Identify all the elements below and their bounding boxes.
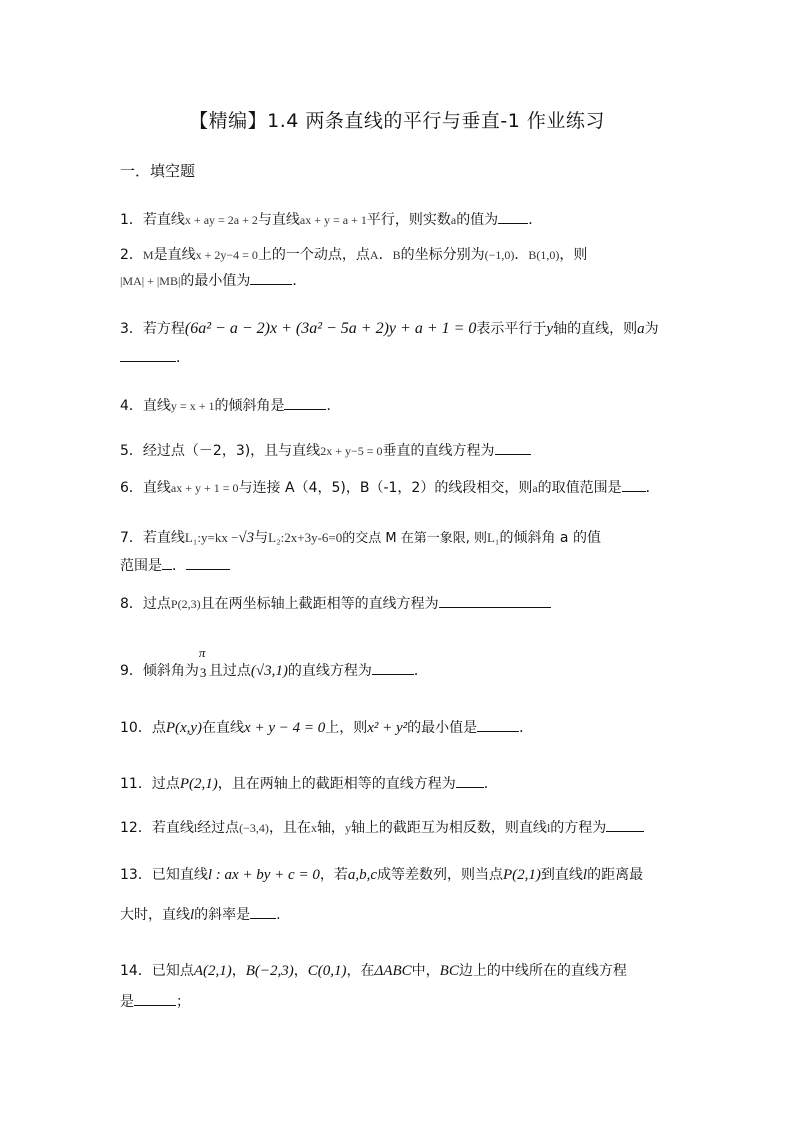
fraction: π 3	[198, 645, 207, 680]
question-1: 1．若直线x + ay = 2a + 2与直线ax + y = a + 1平行，则实数a的值为 ．	[120, 206, 680, 234]
answer-blank[interactable]	[134, 991, 176, 1006]
formula: ax + y = a + 1	[299, 213, 367, 227]
formula: a	[450, 213, 457, 227]
question-7: 7．若直线L₁:y=kx −√3与L₂:2x+3y-6=0的交点 M 在第一象限, 则L₁的倾斜角 a 的值	[120, 530, 601, 546]
question-14-cont: 是 ；	[120, 988, 680, 1016]
answer-blank[interactable]	[495, 440, 531, 455]
answer-blank[interactable]	[606, 817, 644, 832]
question-8: 8．过点P(2,3)且在两坐标轴上截距相等的直线方程为	[120, 590, 680, 618]
answer-blank[interactable]	[284, 395, 326, 410]
answer-blank[interactable]	[250, 904, 276, 919]
question-4: 4．直线y = x + 1的倾斜角是 ．	[120, 392, 680, 420]
answer-blank[interactable]	[162, 555, 172, 570]
question-11: 11．过点P(2,1)，且在两轴上的截距相等的直线方程为 ．	[120, 770, 680, 798]
question-13-cont: 大时，直线l的斜率是 .	[120, 901, 680, 929]
answer-blank[interactable]	[372, 660, 414, 675]
formula: x + ay = 2a + 2	[184, 213, 258, 227]
question-3: 3．若方程(6a² − a − 2)x + (3a² − 5a + 2)y + a + 1 = 0表示平行于y轴的直线，则a为	[120, 320, 659, 337]
answer-blank[interactable]	[456, 773, 484, 788]
answer-blank[interactable]	[622, 477, 646, 492]
question-14: 14．已知点A(2,1)，B(−2,3)，C(0,1)，在ΔABC中，BC边上的中线所在的直线方程	[120, 963, 627, 979]
question-6: 6．直线ax + y + 1 = 0与连接 A（4，5)，B（-1，2）的线段相交，则a的取值范围是 ．	[120, 474, 680, 502]
answer-blank[interactable]	[439, 593, 551, 608]
answer-blank[interactable]	[186, 555, 230, 570]
question-2: 2．M是直线x + 2y−4 = 0上的一个动点，点A．B的坐标分别为(−1,0)．B(1,0)，则	[120, 247, 588, 263]
formula: (6a² − a − 2)x + (3a² − 5a + 2)y + a + 1 = 0	[184, 320, 477, 337]
question-9: 9．倾斜角为 π 3 且过点(√3,1)的直线方程为 ．	[120, 657, 680, 685]
question-7-cont: 范围是 ．	[120, 552, 680, 580]
question-12: 12．若直线l经过点(−3,4)，且在x轴，y轴上的截距互为相反数，则直线l的方程为	[120, 814, 680, 842]
question-10: 10．点P(x,y)在直线x + y − 4 = 0上，则x² + y²的最小值是 ．	[120, 714, 680, 742]
answer-blank[interactable]	[120, 347, 176, 362]
answer-blank[interactable]	[250, 270, 292, 285]
section-heading: 一．填空题	[120, 162, 196, 180]
question-3-cont: ．	[120, 344, 680, 372]
question-2-cont: |MA| + |MB|的最小值为 ．	[120, 267, 680, 295]
page-title: 【精编】1.4 两条直线的平行与垂直-1 作业练习	[189, 110, 605, 132]
answer-blank[interactable]	[498, 209, 528, 224]
question-13: 13．已知直线l : ax + by + c = 0，若a,b,c成等差数列，则当点P(2,1)到直线l的距离最	[120, 867, 644, 883]
question-5: 5．经过点（－2，3)，且与直线2x + y−5 = 0垂直的直线方程为	[120, 437, 680, 465]
answer-blank[interactable]	[477, 717, 519, 732]
